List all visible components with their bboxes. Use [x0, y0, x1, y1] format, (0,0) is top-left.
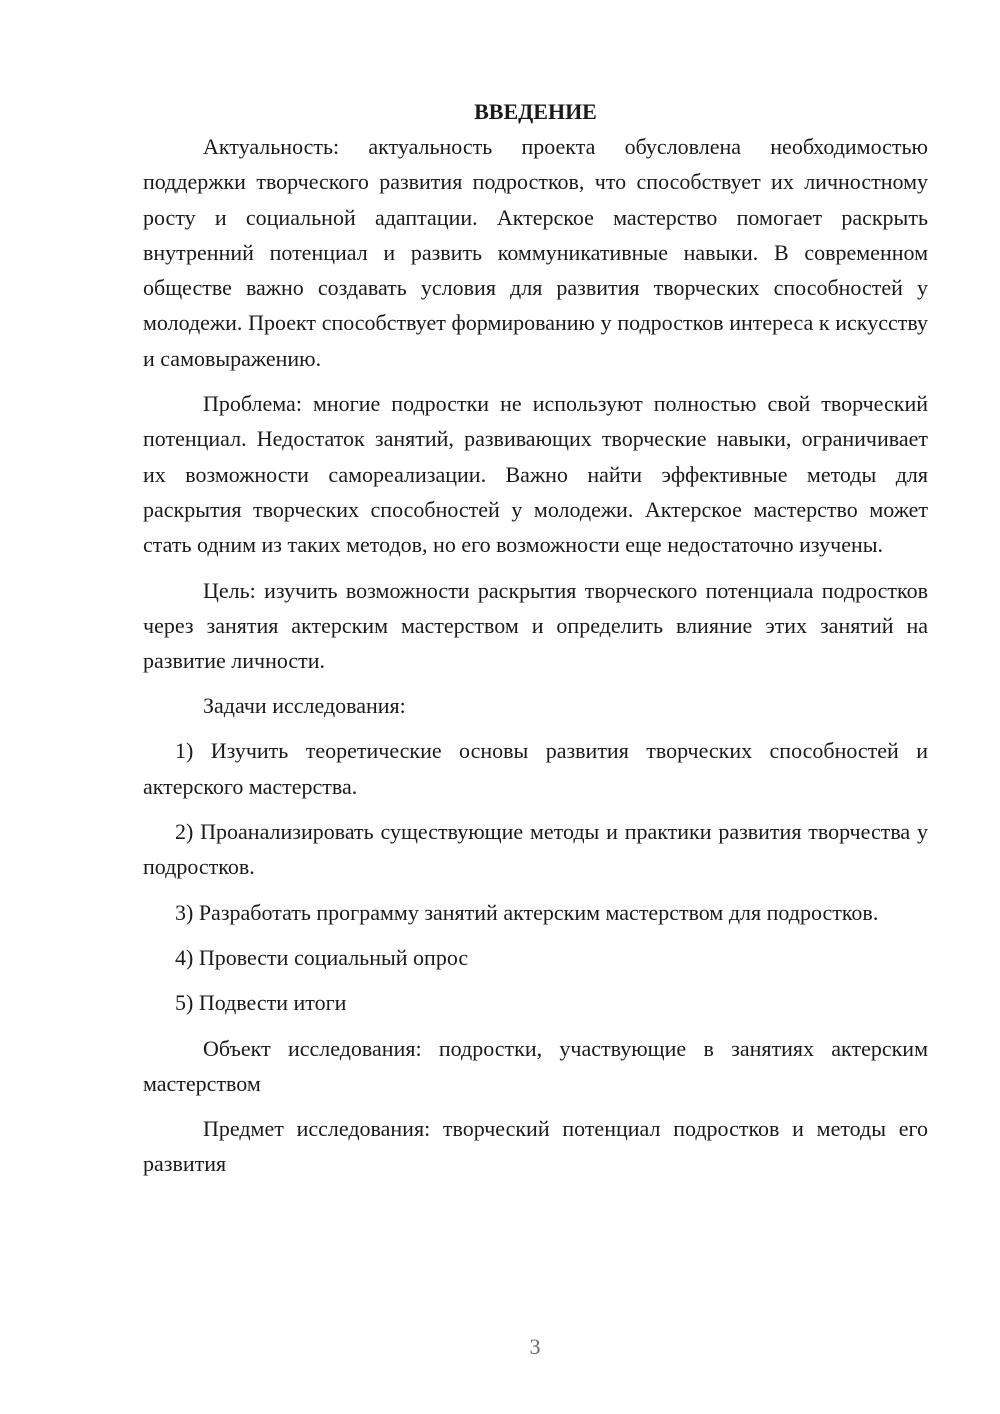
paragraph-object: Объект исследования: подростки, участвующие в занятиях актерским мастерством: [143, 1035, 928, 1096]
task-item-5: 5) Подвести итоги: [175, 990, 347, 1016]
paragraph-goal: Цель: изучить возможности раскрытия творческого потенциала подростков через занятия актерским мастерством и определить влияние этих занятий на развитие личности.: [143, 577, 928, 674]
paragraph-relevance: Актуальность: актуальность проекта обусловлена необходимостью поддержки творческого развития подростков, что способствует их личностному росту и социальной адаптации. Актерское мастерство помогает раскрыть внутренний потенциал и развить коммуникативные навыки. В современном обществе важно создавать условия для развития творческих способностей у молодежи. Проект способствует формированию у подростков интереса к искусству и самовыражению.: [143, 134, 928, 371]
paragraph-subject: Предмет исследования: творческий потенциал подростков и методы его развития: [143, 1116, 928, 1177]
task-item-3: 3) Разработать программу занятий актерским мастерством для подростков.: [175, 899, 879, 925]
tasks-heading: Задачи исследования:: [203, 693, 406, 719]
task-item-1: 1) Изучить теоретические основы развития творческих способностей и актерского мастерства.: [143, 738, 928, 799]
paragraph-problem: Проблема: многие подростки не используют полностью свой творческий потенциал. Недостаток занятий, развивающих творческие навыки, ограничивает их возможности самореализации. Важно найти эффективные методы для раскрытия творческих способностей у молодежи. Актерское мастерство может стать одним из таких методов, но его возможности еще недостаточно изучены.: [143, 391, 928, 558]
page-content: [143, 94, 928, 1182]
page-number: 3: [529, 1334, 541, 1359]
task-item-2: 2) Проанализировать существующие методы и практики развития творчества у подростков.: [143, 819, 928, 880]
page-title: ВВЕДЕНИЕ: [474, 99, 597, 124]
task-item-4: 4) Провести социальный опрос: [175, 944, 469, 970]
